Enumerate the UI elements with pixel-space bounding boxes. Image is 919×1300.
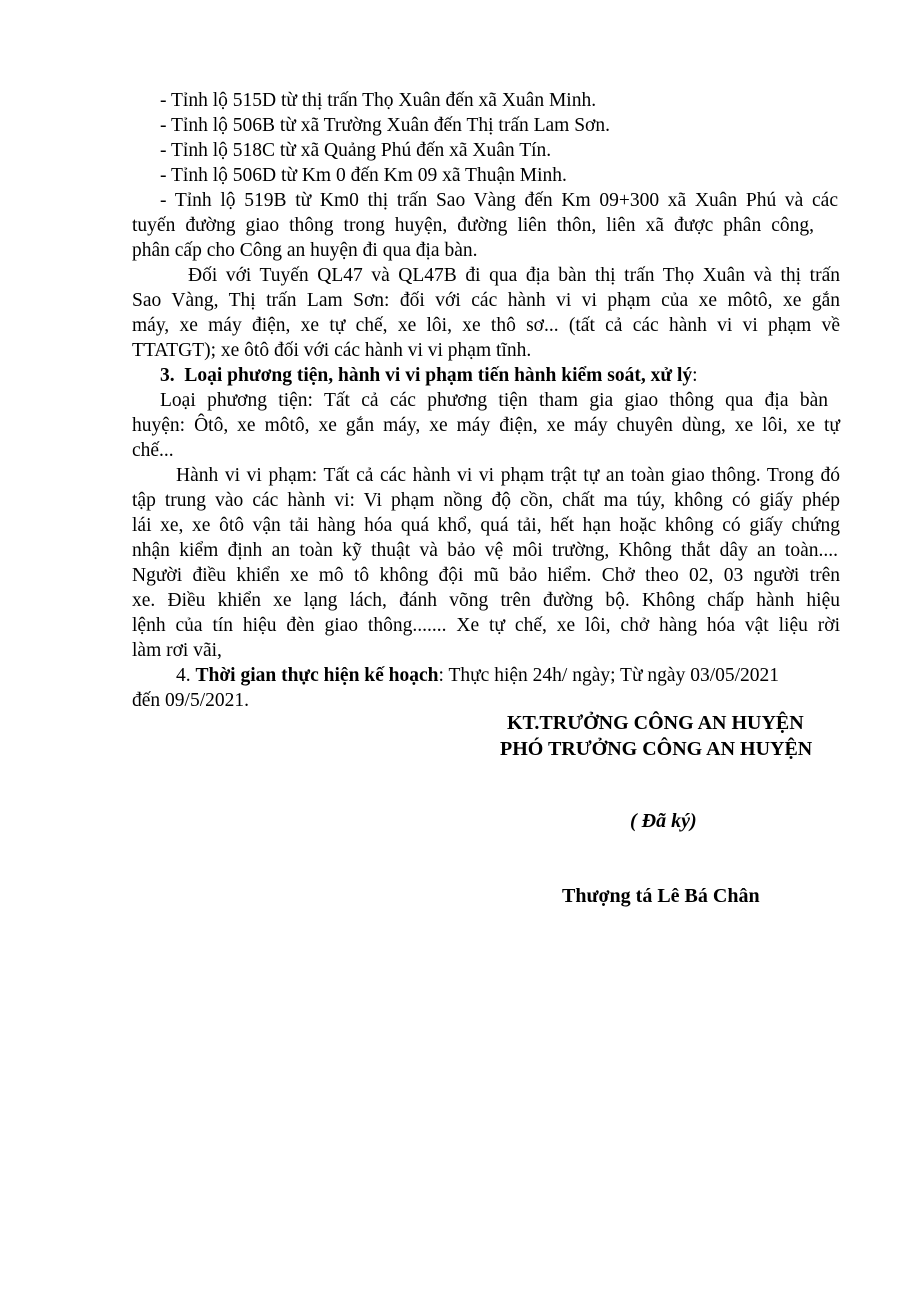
vehicles-paragraph-line: chế... [132, 440, 174, 461]
section-3-title: Loại phương tiện, hành vi vi phạm tiến hành kiểm soát, xử lý [184, 365, 693, 386]
section-4-number: 4. [176, 665, 191, 686]
ql47-paragraph-line: Sao Vàng, Thị trấn Lam Sơn: đối với các hành vi vi phạm của xe môtô, xe gắn [132, 290, 840, 311]
road-item: - Tỉnh lộ 519B từ Km0 thị trấn Sao Vàng đến Km 09+300 xã Xuân Phú và các [160, 190, 838, 211]
signatory-name: Thượng tá Lê Bá Chân [562, 885, 760, 907]
road-item-continued: tuyến đường giao thông trong huyện, đường liên thôn, liên xã được phân công, [132, 215, 814, 236]
violations-paragraph-line: Hành vi vi phạm: Tất cả các hành vi vi phạm trật tự an toàn giao thông. Trong đó [176, 465, 840, 486]
ql47-paragraph-line: TTATGT); xe ôtô đối với các hành vi vi phạm tĩnh. [132, 340, 532, 361]
vehicles-paragraph-line: Loại phương tiện: Tất cả các phương tiện tham gia giao thông qua địa bàn [160, 390, 828, 411]
violations-paragraph-line: lệnh của tín hiệu đèn giao thông....... Xe tự chế, xe lôi, chở hàng hóa vật liệu rời [132, 615, 840, 636]
violations-paragraph-line: làm rơi vãi, [132, 640, 222, 661]
signature-title-1: KT.TRƯỞNG CÔNG AN HUYỆN [507, 712, 804, 734]
road-item: - Tỉnh lộ 518C từ xã Quảng Phú đến xã Xuân Tín. [160, 140, 552, 161]
violations-paragraph-line: nhận kiểm định an toàn kỹ thuật và bảo vệ môi trường, Không thắt dây an toàn.... [132, 540, 838, 561]
violations-paragraph-line: lái xe, xe ôtô vận tải hàng hóa quá khổ, quá tải, hết hạn hoặc không có giấy chứng [132, 515, 840, 536]
road-item-continued: phân cấp cho Công an huyện đi qua địa bàn. [132, 240, 478, 261]
signature-title-2: PHÓ TRƯỞNG CÔNG AN HUYỆN [500, 738, 813, 760]
road-item: - Tỉnh lộ 506D từ Km 0 đến Km 09 xã Thuận Minh. [160, 165, 567, 186]
road-item: - Tỉnh lộ 506B từ xã Trường Xuân đến Thị trấn Lam Sơn. [160, 115, 610, 136]
section-3-heading [160, 364, 698, 388]
section-4-line-2: đến 09/5/2021. [132, 690, 249, 711]
signed-note: ( Đã ký) [630, 810, 697, 832]
ql47-paragraph-line: máy, xe máy điện, xe tự chế, xe lôi, xe thô sơ... (tất cả các hành vi vi phạm về [132, 315, 840, 336]
section-3-number: 3. [160, 365, 175, 386]
section-4-text: : Thực hiện 24h/ ngày; Từ ngày 03/05/2021 [438, 665, 780, 686]
violations-paragraph-line: tập trung vào các hành vi: Vi phạm nồng độ cồn, chất ma túy, không có giấy phép [132, 490, 840, 511]
vehicles-paragraph-line: huyện: Ôtô, xe môtô, xe gắn máy, xe máy điện, xe máy chuyên dùng, xe lôi, xe tự [132, 415, 840, 436]
section-4-heading [176, 664, 840, 688]
ql47-paragraph-line: Đối với Tuyến QL47 và QL47B đi qua địa bàn thị trấn Thọ Xuân và thị trấn [188, 265, 840, 286]
violations-paragraph-line: xe. Điều khiển xe lạng lách, đánh võng trên đường bộ. Không chấp hành hiệu [132, 590, 840, 611]
section-3-colon: : [692, 365, 698, 386]
road-item: - Tỉnh lộ 515D từ thị trấn Thọ Xuân đến xã Xuân Minh. [160, 90, 597, 111]
violations-paragraph-line: Người điều khiển xe mô tô không đội mũ bảo hiểm. Chở theo 02, 03 người trên [132, 565, 840, 586]
section-4-title: Thời gian thực hiện kế hoạch [195, 665, 439, 686]
